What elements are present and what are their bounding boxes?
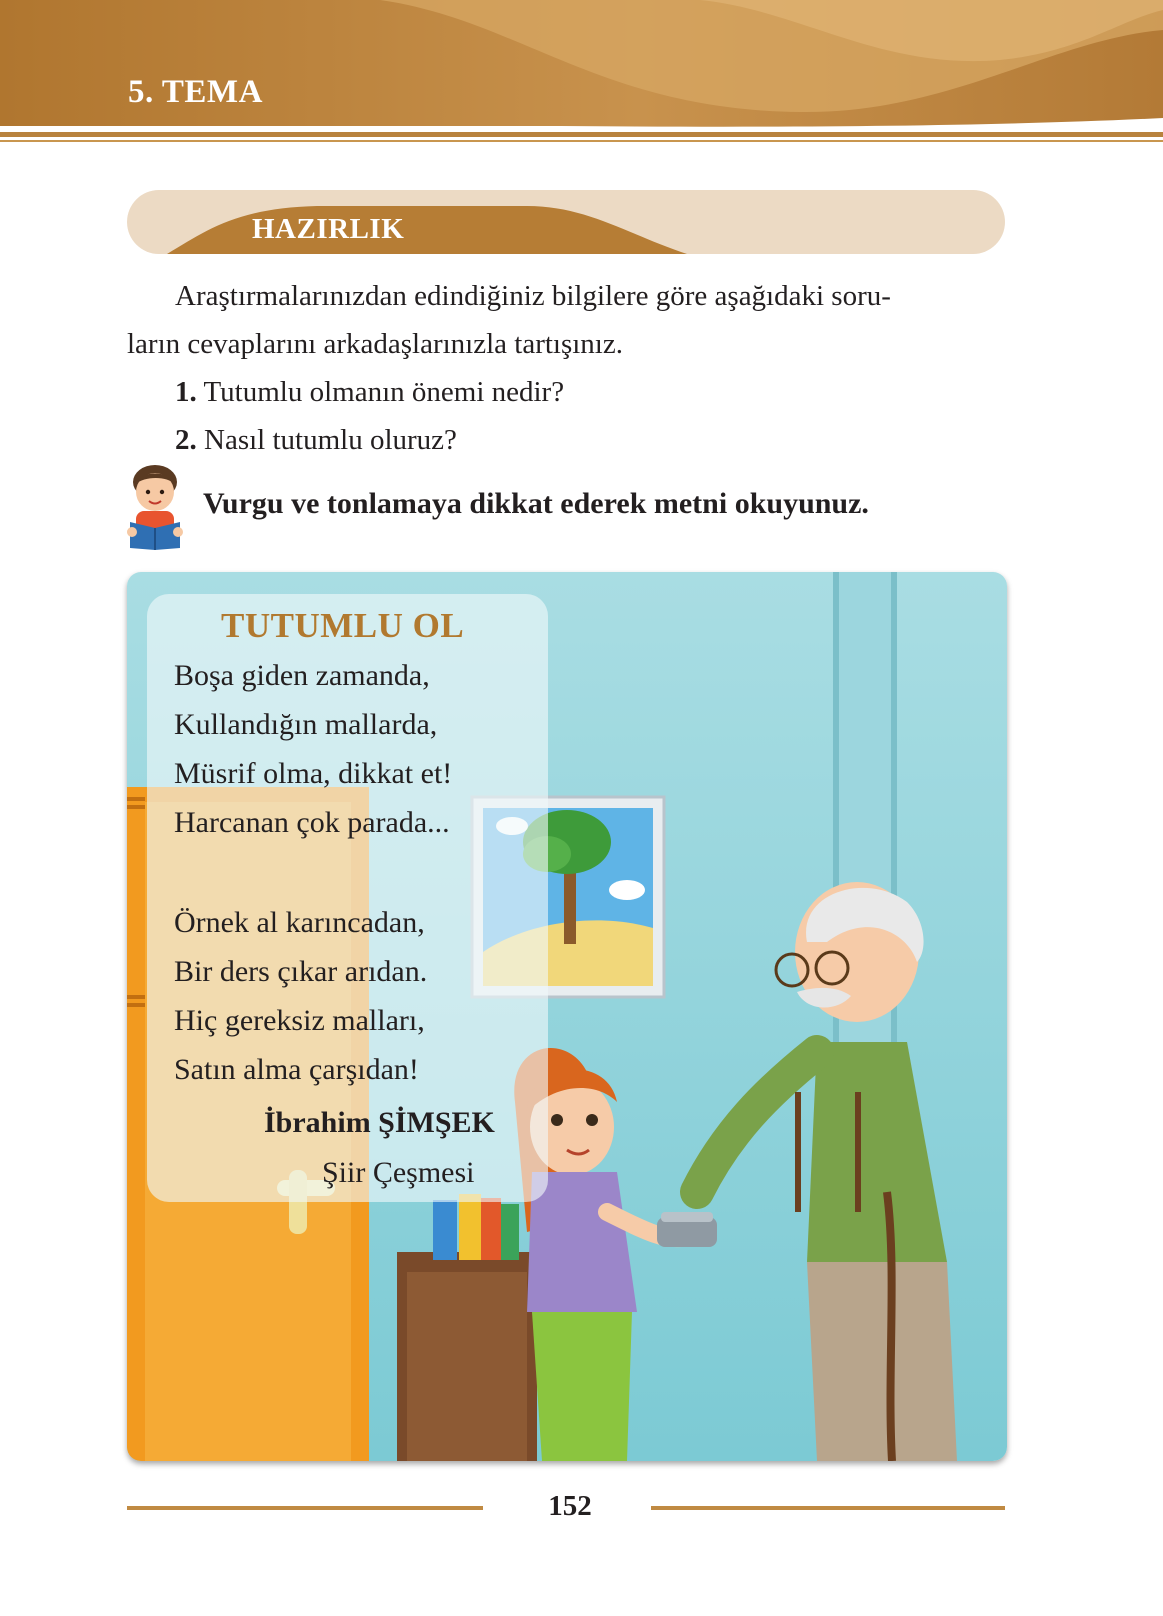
question-number: 2.	[175, 424, 197, 456]
page-header	[0, 0, 1163, 150]
poem-line: Müsrif olma, dikkat et!	[174, 757, 453, 790]
footer-rule-left	[127, 1506, 483, 1510]
poem-author: İbrahim ŞİMŞEK	[264, 1106, 495, 1139]
question-1	[175, 368, 564, 416]
poem-line: Kullandığın mallarda,	[174, 708, 438, 741]
intro-line-1: Araştırmalarınızdan edindiğiniz bilgilere göre aşağıdaki soru-	[175, 280, 891, 312]
theme-label: 5. TEMA	[128, 74, 263, 110]
footer-rule-right	[651, 1506, 1005, 1510]
poem-line: Harcanan çok parada...	[174, 806, 450, 839]
poem-line: Satın alma çarşıdan!	[174, 1053, 419, 1086]
poem-line: Örnek al karıncadan,	[174, 906, 425, 939]
poem-line: Hiç gereksiz malları,	[174, 1004, 425, 1037]
reading-child-icon	[124, 462, 186, 550]
poem-source: Şiir Çeşmesi	[322, 1156, 475, 1189]
intro-line-2: ların cevaplarını arkadaşlarınızla tartışınız.	[127, 328, 623, 360]
question-number: 1.	[175, 376, 197, 408]
poem-title: TUTUMLU OL	[221, 606, 465, 645]
question-text: Tutumlu olmanın önemi nedir?	[196, 376, 565, 408]
poem-line: Boşa giden zamanda,	[174, 659, 430, 692]
question-2	[175, 416, 457, 464]
poem-line: Bir ders çıkar arıdan.	[174, 955, 428, 988]
reading-instruction: Vurgu ve tonlamaya dikkat ederek metni okuyunuz.	[203, 487, 869, 520]
page-number: 152	[548, 1490, 592, 1522]
preparation-title: HAZIRLIK	[252, 213, 405, 245]
question-text: Nasıl tutumlu oluruz?	[196, 424, 457, 456]
